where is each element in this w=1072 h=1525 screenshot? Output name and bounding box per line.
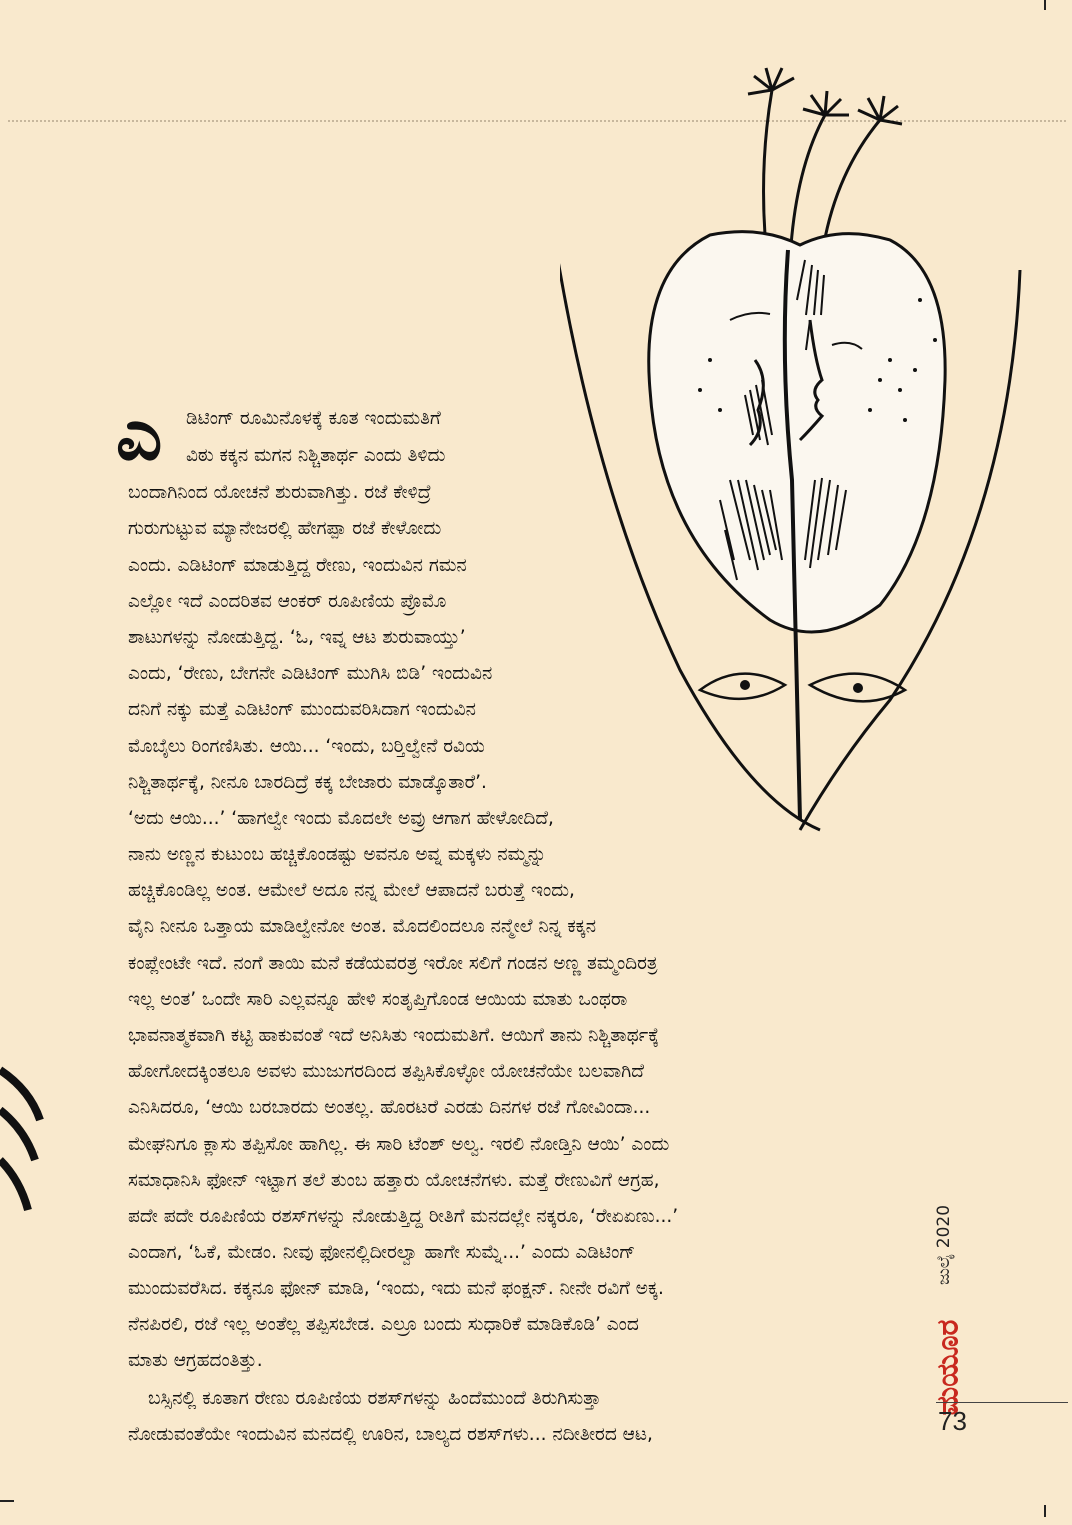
story-line: ಭಾವನಾತ್ಮಕವಾಗಿ ಕಟ್ಟಿ ಹಾಕುವಂತೆ ಇದೆ ಅನಿಸಿತು ಇಂದುಮತಿಗೆ. ಆಯಿಗೆ ತಾನು ನಿಶ್ಚಿತಾರ್ಥಕ್ಕೆ	[128, 1025, 660, 1046]
story-line: ನಿಶ್ಚಿತಾರ್ಥಕ್ಕೆ, ನೀನೂ ಬಾರದಿದ್ರೆ ಕಕ್ಕ ಬೇಜಾರು ಮಾಡ್ಕೊತಾರೆ’.	[128, 772, 487, 793]
story-line: ಕಂಪ್ಲೇಂಟೇ ಇದೆ. ನಂಗೆ ತಾಯಿ ಮನೆ ಕಡೆಯವರತ್ರ ಇರೋ ಸಲಿಗೆ ಗಂಡನ ಅಣ್ಣ ತಮ್ಮಂದಿರತ್ರ	[128, 953, 658, 974]
story-line: ಎಲ್ಲೋ ಇದೆ ಎಂದರಿತವ ಆಂಕರ್ ರೂಪಿಣಿಯ ಪ್ರೊಮೊ	[128, 591, 447, 612]
story-illustration	[560, 60, 1040, 840]
story-line: ಬಂದಾಗಿನಿಂದ ಯೋಚನೆ ಶುರುವಾಗಿತ್ತು. ರಜೆ ಕೇಳಿದ್ರೆ	[128, 482, 432, 503]
footer-rule	[936, 1402, 1068, 1403]
story-line: ಎಂದು, ‘ರೇಣು, ಬೇಗನೇ ಎಡಿಟಿಂಗ್ ಮುಗಿಸಿ ಬಿಡಿ’ ಇಂದುವಿನ	[128, 663, 493, 684]
story-line: ಶಾಟುಗಳನ್ನು ನೋಡುತ್ತಿದ್ದ. ‘ಓ, ಇವ್ನ ಆಟ ಶುರುವಾಯ್ತು’	[128, 627, 466, 648]
story-line: ಸಮಾಧಾನಿಸಿ ಫೋನ್ ಇಟ್ಟಾಗ ತಲೆ ತುಂಬ ಹತ್ತಾರು ಯೋಚನೆಗಳು. ಮತ್ತೆ ರೇಣುವಿಗೆ ಆಗ್ರಹ,	[128, 1170, 660, 1191]
story-dropcap: ಎ	[116, 392, 163, 476]
crop-mark-bottom	[1044, 1505, 1046, 1517]
story-line: ಮಾತು ಆಗ್ರಹದಂತಿತ್ತು.	[128, 1350, 263, 1371]
story-line: ಗುರುಗುಟ್ಟುವ ಮ್ಯಾನೇಜರಲ್ಲಿ ಹೇಗಪ್ಪಾ ರಜೆ ಕೇಳೋದು	[128, 518, 442, 539]
crop-mark-left	[0, 1500, 14, 1502]
story-line: ದನಿಗೆ ನಕ್ಕು ಮತ್ತೆ ಎಡಿಟಿಂಗ್ ಮುಂದುವರಿಸಿದಾಗ ಇಂದುವಿನ	[128, 699, 476, 720]
crop-mark-top	[1044, 0, 1046, 10]
story-line: ಎಂದು. ಎಡಿಟಿಂಗ್ ಮಾಡುತ್ತಿದ್ದ ರೇಣು, ಇಂದುವಿನ ಗಮನ	[128, 555, 467, 576]
page-number: 73	[938, 1406, 967, 1436]
story-line: ಮುಂದುವರೆಸಿದ. ಕಕ್ಕನೂ ಫೋನ್ ಮಾಡಿ, ‘ಇಂದು, ಇದು ಮನೆ ಫಂಕ್ಷನ್. ನೀನೇ ರವಿಗೆ ಅಕ್ಕ.	[128, 1278, 664, 1299]
story-line: ನೆನಪಿರಲಿ, ರಜೆ ಇಲ್ಲ ಅಂತೆಲ್ಲ ತಪ್ಪಿಸಬೇಡ. ಎಲ್ರೂ ಬಂದು ಸುಧಾರಿಕೆ ಮಾಡಿಕೊಡಿ’ ಎಂದ	[128, 1314, 639, 1335]
story-line: ಇಲ್ಲ ಅಂತ’ ಒಂದೇ ಸಾರಿ ಎಲ್ಲವನ್ನೂ ಹೇಳಿ ಸಂತೃಪ್ತಿಗೊಂಡ ಆಯಿಯ ಮಾತು ಒಂಥರಾ	[128, 989, 628, 1010]
story-line: ಡಿಟಿಂಗ್ ರೂಮಿನೊಳಕ್ಕೆ ಕೂತ ಇಂದುಮತಿಗೆ	[186, 408, 441, 429]
story-line: ಹಚ್ಚಿಕೊಂಡಿಲ್ಲ ಅಂತ. ಆಮೇಲೆ ಅದೂ ನನ್ನ ಮೇಲೆ ಆಪಾದನೆ ಬರುತ್ತೆ ಇಂದು,	[128, 880, 575, 901]
story-line: ವಿಠು ಕಕ್ಕನ ಮಗನ ನಿಶ್ಚಿತಾರ್ಥ ಎಂದು ತಿಳಿದು	[186, 445, 446, 466]
partial-artwork-edge	[0, 1050, 70, 1220]
magazine-name	[930, 1320, 980, 1420]
story-line: ಮೇಘನಿಗೂ ಕ್ಲಾಸು ತಪ್ಪಿಸೋ ಹಾಗಿಲ್ಲ. ಈ ಸಾರಿ ಟೆಂಶ್ ಅಲ್ವ. ಇರಲಿ ನೋಡ್ತಿನಿ ಆಯಿ’ ಎಂದು	[128, 1134, 670, 1155]
issue-date	[934, 1204, 974, 1286]
story-line: ವೈನಿ ನೀನೂ ಒತ್ತಾಯ ಮಾಡಿಲ್ವೇನೋ ಅಂತ. ಮೊದಲಿಂದಲೂ ನನ್ಮೇಲೆ ನಿನ್ನ ಕಕ್ಕನ	[128, 916, 597, 937]
story-line: ಪದೇ ಪದೇ ರೂಪಿಣಿಯ ರಶಸ್‌ಗಳನ್ನು ನೋಡುತ್ತಿದ್ದ ರೀತಿಗೆ ಮನದಲ್ಲೇ ನಕ್ಕರೂ, ‘ರೇಏಏಣು...’	[128, 1206, 679, 1227]
issue-date-text: ಜುಲೈ 2020	[934, 1204, 955, 1286]
story-line: ಎನಿಸಿದರೂ, ‘ಆಯಿ ಬರಬಾರದು ಅಂತಲ್ಲ. ಹೊರಟರೆ ಎರಡು ದಿನಗಳ ರಜೆ ಗೋವಿಂದಾ...	[128, 1097, 651, 1118]
story-line: ನೋಡುವಂತೆಯೇ ಇಂದುವಿನ ಮನದಲ್ಲಿ ಊರಿನ, ಬಾಲ್ಯದ ರಶಸ್‌ಗಳು... ನದೀತೀರದ ಆಟ,	[128, 1424, 653, 1445]
story-line: ಎಂದಾಗ, ‘ಓಕೆ, ಮೇಡಂ. ನೀವು ಫೋನಲ್ಲಿದೀರಲ್ವಾ ಹಾಗೇ ಸುಮ್ನೆ...’ ಎಂದು ಎಡಿಟಿಂಗ್	[128, 1242, 636, 1263]
magazine-name-text: ಮಯೂರ	[930, 1319, 966, 1416]
story-line: ಹೋಗೋದಕ್ಕಿಂತಲೂ ಅವಳು ಮುಜುಗರದಿಂದ ತಪ್ಪಿಸಿಕೊಳ್ಳೋ ಯೋಚನೆಯೇ ಬಲವಾಗಿದೆ	[128, 1061, 644, 1082]
story-line: ಬಸ್ಸಿನಲ್ಲಿ ಕೂತಾಗ ರೇಣು ರೂಪಿಣಿಯ ರಶಸ್‌ಗಳನ್ನು ಹಿಂದೆಮುಂದೆ ತಿರುಗಿಸುತ್ತಾ	[148, 1388, 601, 1409]
story-line: ‘ಅದು ಆಯಿ...’ ‘ಹಾಗಲ್ವೇ ಇಂದು ಮೊದಲೇ ಅವ್ರು ಆಗಾಗ ಹೇಳೋದಿದೆ,	[128, 808, 554, 829]
story-line: ನಾನು ಅಣ್ಣನ ಕುಟುಂಬ ಹಚ್ಚಿಕೊಂಡಷ್ಟು ಅವನೂ ಅವ್ನ ಮಕ್ಕಳು ನಮ್ಮನ್ನು	[128, 844, 547, 865]
story-line: ಮೊಬೈಲು ರಿಂಗಣಿಸಿತು. ಆಯಿ... ‘ಇಂದು, ಬರ‍್ತಿಲ್ವೇನೆ ರವಿಯ	[128, 736, 485, 757]
